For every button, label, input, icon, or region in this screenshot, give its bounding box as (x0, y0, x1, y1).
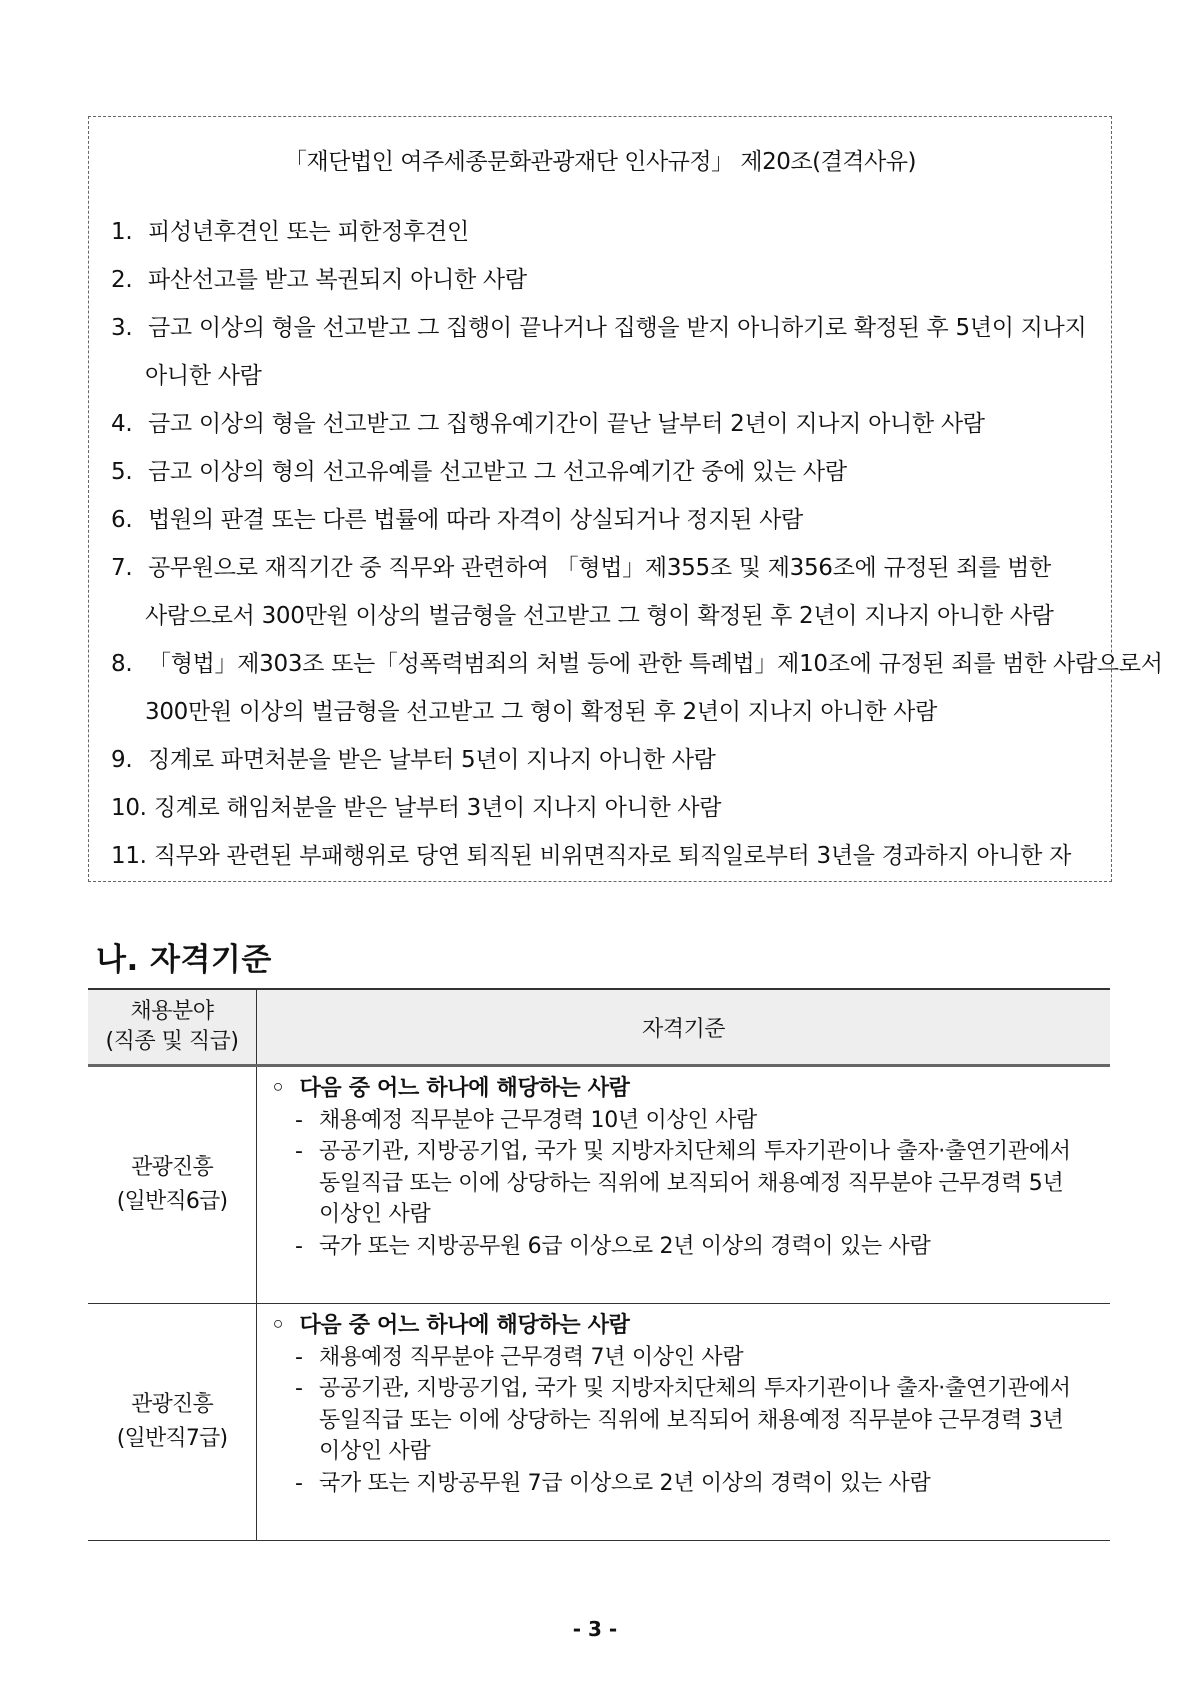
criteria-item (269, 1373, 1100, 1405)
criteria-item-continuation: 동일직급 또는 이에 상당하는 직위에 보직되어 채용예정 직무분야 근무경력 5년 (319, 1170, 1064, 1196)
criteria-item-text: 채용예정 직무분야 근무경력 7년 이상인 사람 (319, 1344, 744, 1370)
bullet-icon: ◦ (271, 1313, 285, 1338)
dash-marker: - (295, 1470, 303, 1496)
item-number: 6. (111, 507, 133, 533)
criteria-intro (269, 1073, 1100, 1105)
criteria-item-continuation: 이상인 사람 (319, 1202, 431, 1227)
item-number: 4. (111, 411, 133, 437)
table-row (88, 1066, 1110, 1304)
item-number: 10. (111, 795, 147, 821)
field-name: 관광진흥 (131, 1392, 213, 1417)
regulation-item (111, 833, 1101, 880)
dash-marker: - (295, 1139, 303, 1164)
dash-marker: - (295, 1233, 303, 1259)
dash-marker: - (295, 1107, 303, 1133)
criteria-item (269, 1105, 1100, 1137)
regulation-item (111, 257, 1101, 304)
item-number: 8. (111, 651, 133, 677)
criteria-item (269, 1342, 1100, 1374)
regulation-item (111, 401, 1101, 448)
item-text: 피성년후견인 또는 피한정후견인 (148, 219, 469, 245)
item-number: 5. (111, 459, 133, 485)
criteria-item-text: 공공기관, 지방공기업, 국가 및 지방자치단체의 투자기관이나 출자·출연기관에서 (319, 1376, 1071, 1401)
regulation-item (111, 209, 1101, 256)
criteria-item-text: 채용예정 직무분야 근무경력 10년 이상인 사람 (319, 1107, 757, 1133)
criteria-item (269, 1136, 1100, 1168)
header-field-line2: (직종 및 직급) (105, 1029, 239, 1054)
item-text: 금고 이상의 형을 선고받고 그 집행이 끝나거나 집행을 받지 아니하기로 확정된 후 5년이 지나지 (148, 315, 1087, 341)
regulation-item-continuation: 300만원 이상의 벌금형을 선고받고 그 형이 확정된 후 2년이 지나지 아니한 사람 (145, 699, 937, 725)
section-title: 나. 자격기준 (96, 942, 272, 978)
item-number: 9. (111, 747, 133, 773)
qualification-table (88, 988, 1110, 1541)
regulation-item (111, 449, 1101, 496)
criteria-item-continuation: 이상인 사람 (319, 1439, 431, 1464)
criteria-intro-text: 다음 중 어느 하나에 해당하는 사람 (299, 1313, 630, 1338)
table-row (88, 1304, 1110, 1541)
field-grade: (일반직7급) (116, 1426, 228, 1451)
regulation-item (111, 641, 1163, 688)
header-field-line1: 채용분야 (130, 999, 214, 1024)
item-number: 11. (111, 843, 147, 869)
field-grade: (일반직6급) (116, 1189, 228, 1214)
field-cell (88, 1304, 257, 1541)
regulation-box (88, 116, 1163, 882)
criteria-cell (257, 1066, 1111, 1304)
item-text: 법원의 판결 또는 다른 법률에 따라 자격이 상실되거나 정지된 사람 (148, 507, 803, 533)
criteria-cell (257, 1304, 1111, 1541)
criteria-item-text: 국가 또는 지방공무원 6급 이상으로 2년 이상의 경력이 있는 사람 (319, 1233, 931, 1259)
item-number: 3. (111, 315, 133, 341)
item-text: 직무와 관련된 부패행위로 당연 퇴직된 비위면직자로 퇴직일로부터 3년을 경과하지 아니한 자 (153, 843, 1072, 869)
field-name: 관광진흥 (131, 1155, 213, 1180)
item-text: 공무원으로 재직기간 중 직무와 관련하여 「형법」제355조 및 제356조에 규정된 죄를 범한 (148, 555, 1051, 581)
regulation-item (111, 785, 1101, 832)
item-number: 1. (111, 219, 133, 245)
regulation-item-continuation: 사람으로서 300만원 이상의 벌금형을 선고받고 그 형이 확정된 후 2년이 지나지 아니한 사람 (145, 603, 1054, 629)
dash-marker: - (295, 1344, 303, 1370)
criteria-item (269, 1468, 1100, 1500)
criteria-item-continuation: 동일직급 또는 이에 상당하는 직위에 보직되어 채용예정 직무분야 근무경력 3년 (319, 1407, 1064, 1433)
field-cell (88, 1066, 257, 1304)
item-text: 금고 이상의 형을 선고받고 그 집행유예기간이 끝난 날부터 2년이 지나지 아니한 사람 (148, 411, 985, 437)
regulation-item-continuation: 아니한 사람 (145, 363, 262, 389)
regulation-item (111, 497, 1101, 544)
header-field (88, 989, 257, 1066)
regulation-title: 「재단법인 여주세종문화관광재단 인사규정」 제20조(결격사유) (284, 149, 916, 175)
page-number: - 3 - (572, 1617, 618, 1641)
header-criteria: 자격기준 (257, 989, 1111, 1066)
regulation-item (111, 737, 1101, 784)
item-number: 7. (111, 555, 133, 581)
item-text: 징계로 해임처분을 받은 날부터 3년이 지나지 아니한 사람 (153, 795, 722, 821)
regulation-item (111, 305, 1101, 352)
item-text: 「형법」제303조 또는「성폭력범죄의 처벌 등에 관한 특례법」제10조에 규정된 죄를 범한 사람으로서 (148, 651, 1163, 677)
item-number: 2. (111, 267, 133, 293)
criteria-item (269, 1231, 1100, 1263)
item-text: 파산선고를 받고 복권되지 아니한 사람 (148, 267, 527, 293)
bullet-icon: ◦ (271, 1076, 285, 1101)
criteria-item-text: 공공기관, 지방공기업, 국가 및 지방자치단체의 투자기관이나 출자·출연기관에서 (319, 1139, 1071, 1164)
item-text: 금고 이상의 형의 선고유예를 선고받고 그 선고유예기간 중에 있는 사람 (148, 459, 847, 485)
dash-marker: - (295, 1376, 303, 1401)
item-text: 징계로 파면처분을 받은 날부터 5년이 지나지 아니한 사람 (148, 747, 716, 773)
table-header-row (88, 989, 1110, 1066)
regulation-item (111, 545, 1101, 592)
criteria-intro-text: 다음 중 어느 하나에 해당하는 사람 (299, 1076, 630, 1101)
criteria-intro (269, 1310, 1100, 1342)
criteria-item-text: 국가 또는 지방공무원 7급 이상으로 2년 이상의 경력이 있는 사람 (319, 1470, 931, 1496)
